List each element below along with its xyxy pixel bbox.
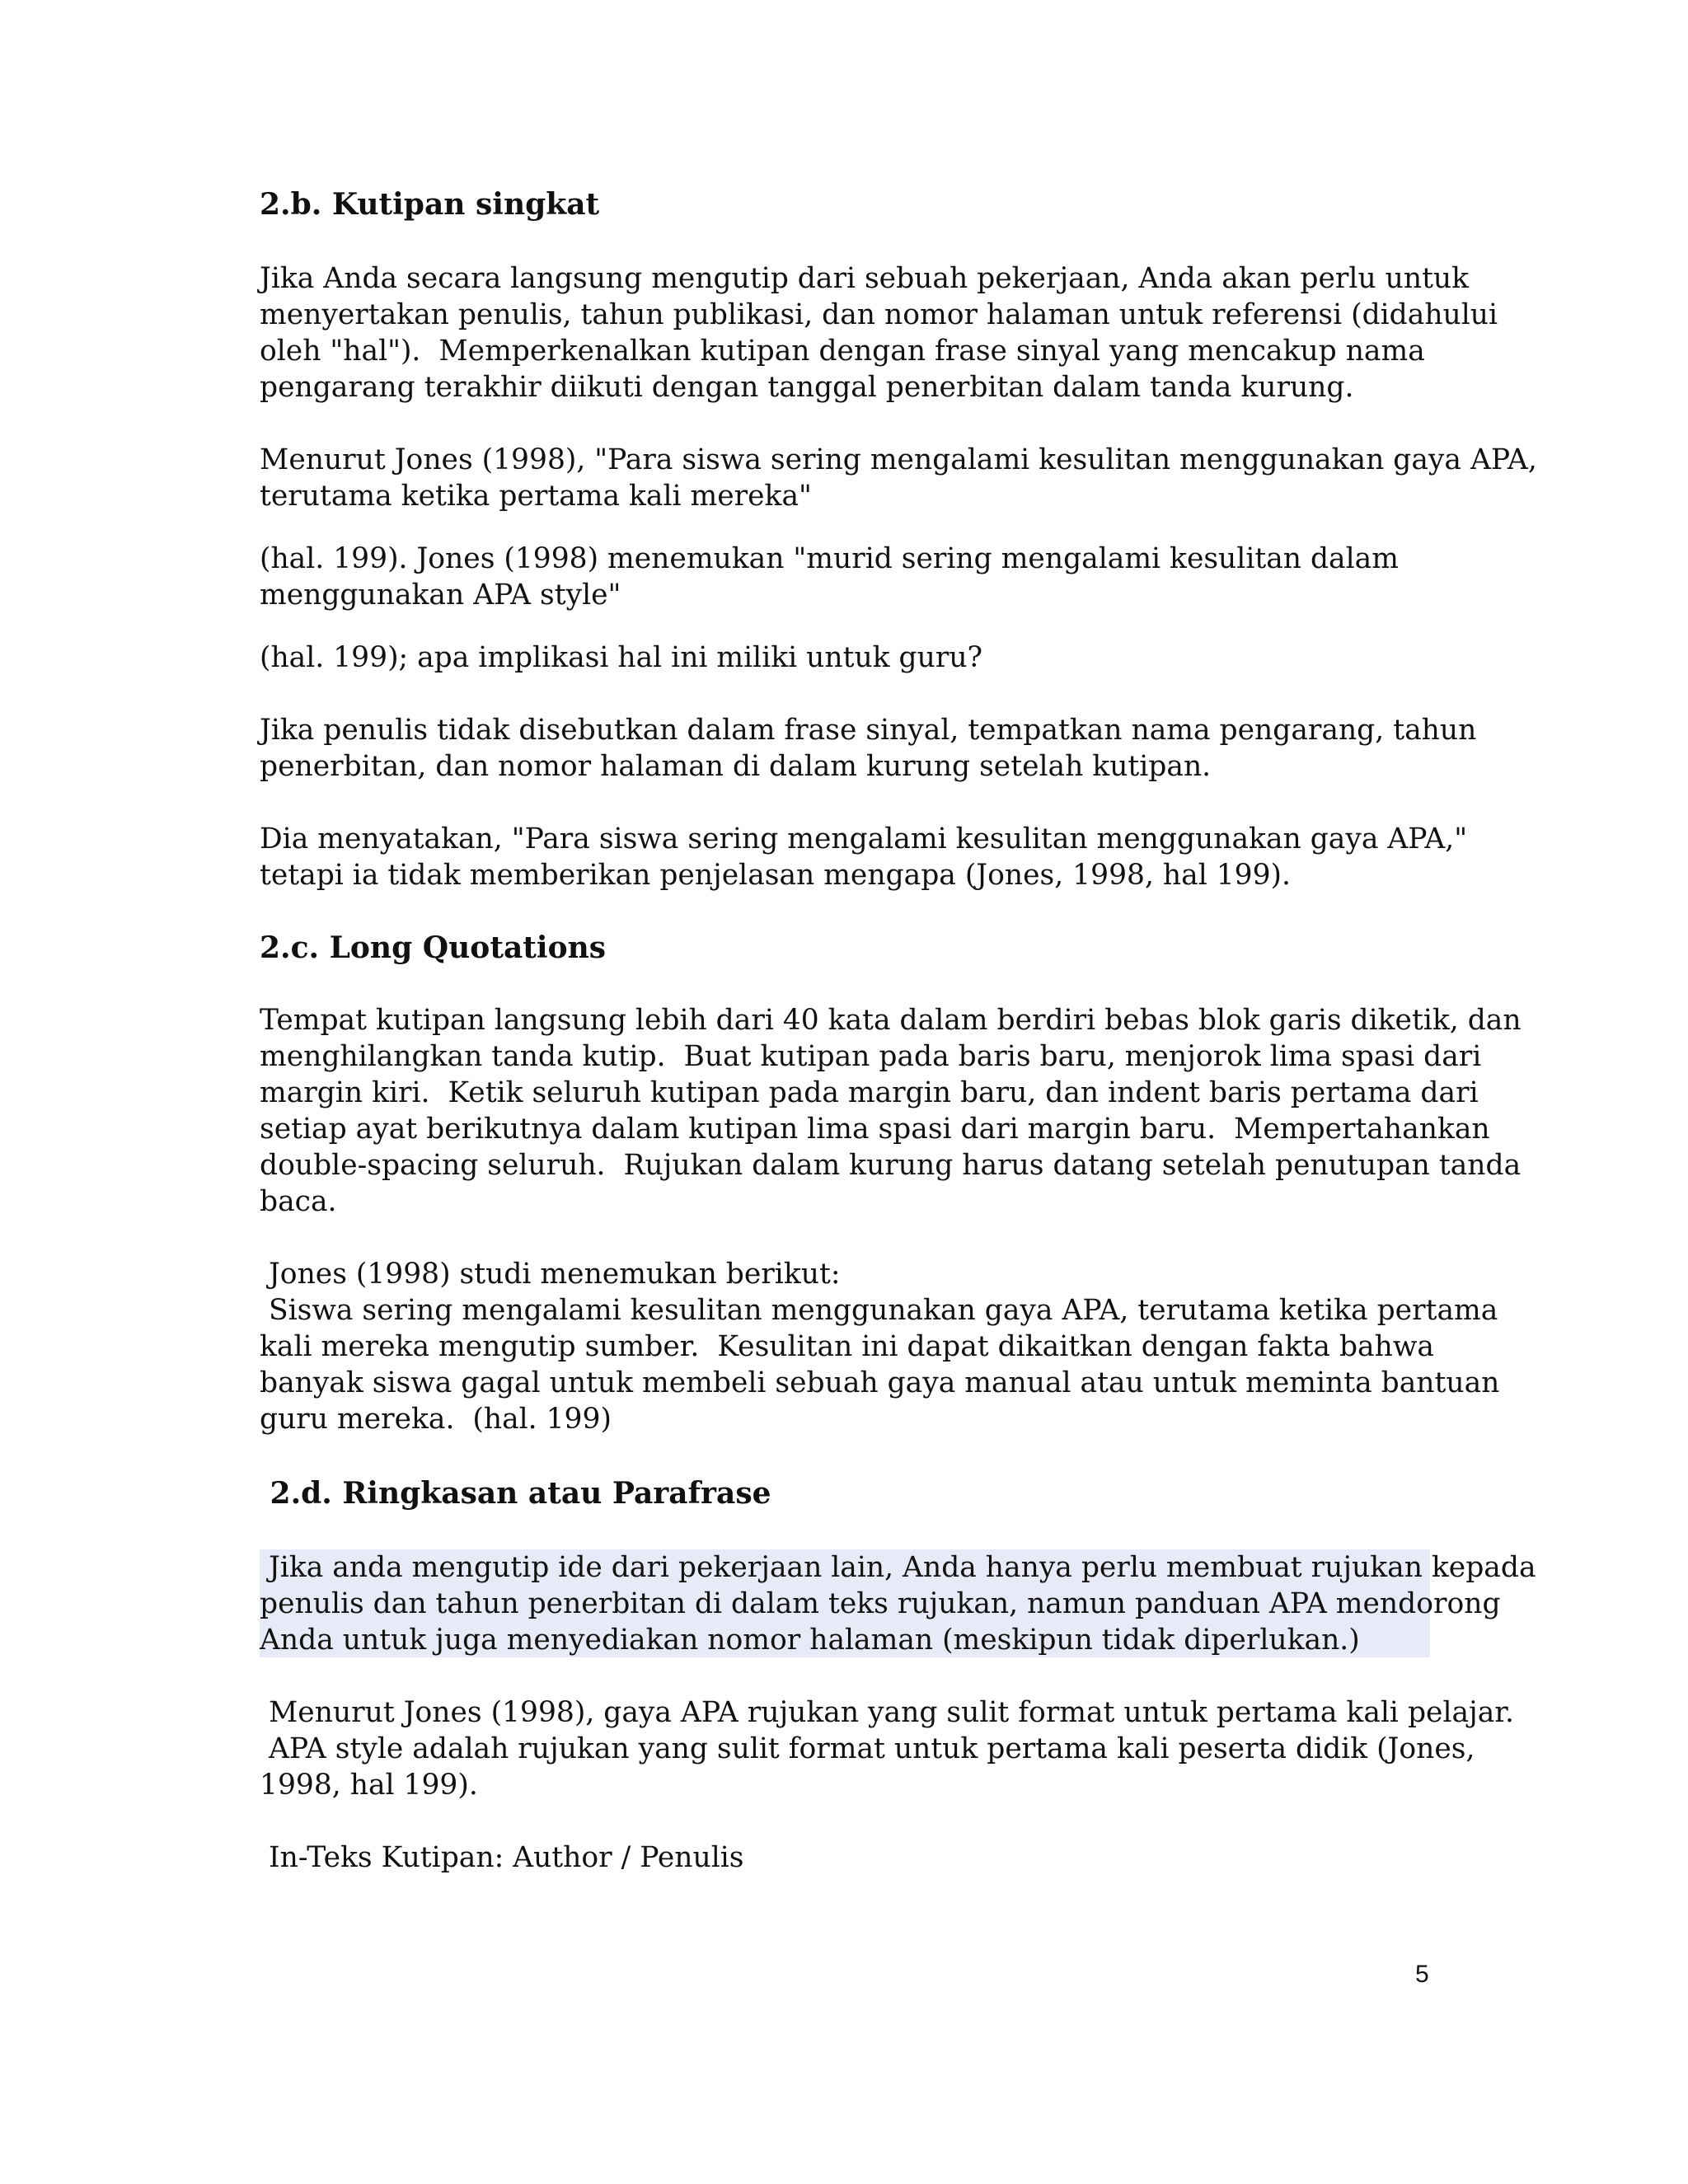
example-quote-line: (hal. 199); apa implikasi hal ini miliki untuk guru? [260,641,983,674]
example-paraphrase-line: 1998, hal 199). [260,1769,478,1802]
block-quote-line: Jones (1998) studi menemukan berikut: [260,1258,841,1291]
example-quote-line: menggunakan APA style" [260,579,621,612]
block-quote-line: Siswa sering mengalami kesulitan menggunakan gaya APA, terutama ketika pertama [260,1294,1498,1327]
block-quote-line: guru mereka. (hal. 199) [260,1403,612,1436]
paragraph-2d-line[interactable]: Anda untuk juga menyediakan nomor halaman (meskipun tidak diperlukan.) [260,1624,1360,1657]
paragraph-2b-line: oleh "hal"). Memperkenalkan kutipan dengan frase sinyal yang mencakup nama [260,335,1425,368]
paragraph-2c-line: margin kiri. Ketik seluruh kutipan pada margin baru, dan indent baris pertama dari [260,1076,1479,1109]
example-quote-line: tetapi ia tidak memberikan penjelasan mengapa (Jones, 1998, hal 199). [260,859,1291,892]
heading-2b: 2.b. Kutipan singkat [260,187,600,222]
page-number: 5 [1415,1961,1429,1988]
paragraph-2b-line: menyertakan penulis, tahun publikasi, dan nomor halaman untuk referensi (didahului [260,298,1498,331]
in-text-citation-label: In-Teks Kutipan: Author / Penulis [260,1841,744,1874]
paragraph-2d-line[interactable]: Jika anda mengutip ide dari pekerjaan lain, Anda hanya perlu membuat rujukan kepada [260,1551,1536,1584]
paragraph-2d-line[interactable]: penulis dan tahun penerbitan di dalam teks rujukan, namun panduan APA mendorong [260,1587,1501,1620]
block-quote-line: banyak siswa gagal untuk membeli sebuah gaya manual atau untuk meminta bantuan [260,1366,1500,1399]
example-quote-line: (hal. 199). Jones (1998) menemukan "murid sering mengalami kesulitan dalam [260,542,1399,575]
paragraph-2b-line: Jika penulis tidak disebutkan dalam frase sinyal, tempatkan nama pengarang, tahun [260,714,1477,747]
heading-2c: 2.c. Long Quotations [260,930,607,965]
paragraph-2c-line: menghilangkan tanda kutip. Buat kutipan pada baris baru, menjorok lima spasi dari [260,1040,1482,1073]
paragraph-2c-line: setiap ayat berikutnya dalam kutipan lima spasi dari margin baru. Mempertahankan [260,1113,1490,1146]
heading-2d: 2.d. Ringkasan atau Parafrase [260,1476,771,1511]
example-quote-line: Dia menyatakan, "Para siswa sering mengalami kesulitan menggunakan gaya APA," [260,823,1468,855]
example-paraphrase-line: Menurut Jones (1998), gaya APA rujukan yang sulit format untuk pertama kali pelajar. [260,1696,1514,1729]
example-quote-line: terutama ketika pertama kali mereka" [260,480,812,513]
block-quote-line: kali mereka mengutip sumber. Kesulitan ini dapat dikaitkan dengan fakta bahwa [260,1330,1434,1363]
paragraph-2b-line: pengarang terakhir diikuti dengan tanggal penerbitan dalam tanda kurung. [260,371,1354,404]
example-paraphrase-line: APA style adalah rujukan yang sulit format untuk pertama kali peserta didik (Jones, [260,1732,1475,1765]
paragraph-2b-line: penerbitan, dan nomor halaman di dalam kurung setelah kutipan. [260,750,1212,783]
paragraph-2c-line: double-spacing seluruh. Rujukan dalam kurung harus datang setelah penutupan tanda [260,1149,1522,1182]
example-quote-line: Menurut Jones (1998), "Para siswa sering mengalami kesulitan menggunakan gaya APA, [260,443,1537,476]
paragraph-2c-line: baca. [260,1185,337,1218]
paragraph-2c-line: Tempat kutipan langsung lebih dari 40 kata dalam berdiri bebas blok garis diketik, dan [260,1004,1522,1037]
paragraph-2b-line: Jika Anda secara langsung mengutip dari sebuah pekerjaan, Anda akan perlu untuk [260,262,1470,295]
